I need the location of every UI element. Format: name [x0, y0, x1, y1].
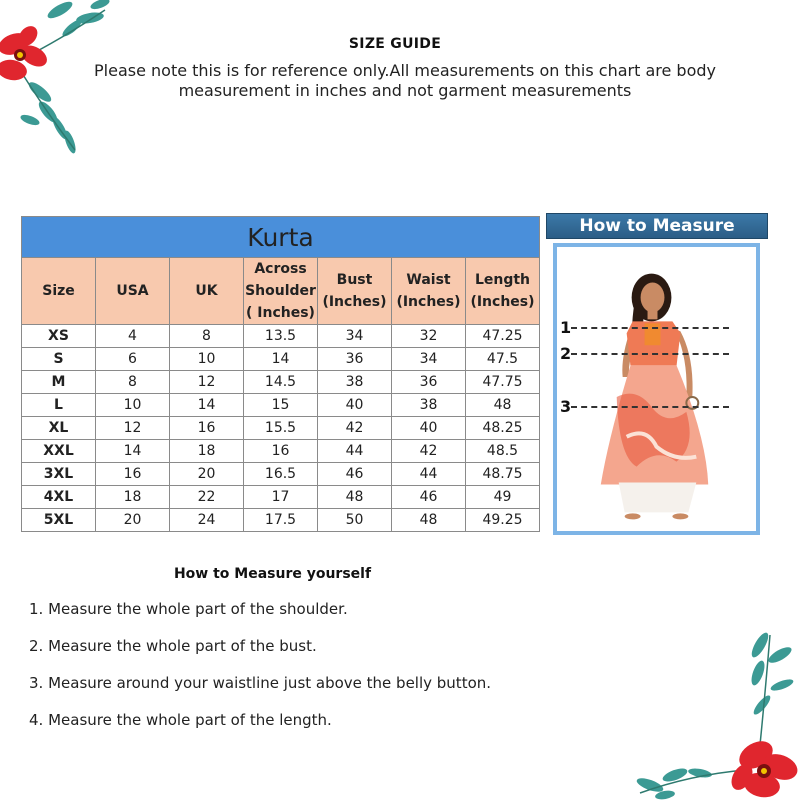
table-cell: XL: [22, 417, 96, 440]
table-cell: 18: [170, 440, 244, 463]
column-header: UK: [170, 258, 244, 325]
table-cell: 36: [392, 371, 466, 394]
table-cell: 15.5: [244, 417, 318, 440]
table-cell: 49.25: [466, 509, 540, 532]
table-cell: 6: [96, 348, 170, 371]
table-cell: 34: [318, 325, 392, 348]
table-cell: XS: [22, 325, 96, 348]
table-cell: 42: [318, 417, 392, 440]
table-cell: 48.75: [466, 463, 540, 486]
table-cell: 44: [318, 440, 392, 463]
table-cell: 34: [392, 348, 466, 371]
table-cell: 47.75: [466, 371, 540, 394]
table-row: [22, 463, 540, 486]
instructions-title: How to Measure yourself: [173, 566, 372, 582]
page-title: SIZE GUIDE: [348, 36, 442, 52]
table-cell: 46: [318, 463, 392, 486]
table-cell: 17: [244, 486, 318, 509]
table-caption: Kurta: [22, 217, 540, 258]
table-cell: 48: [392, 509, 466, 532]
table-cell: 8: [96, 371, 170, 394]
table-cell: 14: [96, 440, 170, 463]
size-table: [21, 216, 540, 532]
table-cell: 16: [96, 463, 170, 486]
table-cell: 42: [392, 440, 466, 463]
list-item: 2. Measure the whole part of the bust.: [29, 637, 317, 655]
table-cell: 4: [96, 325, 170, 348]
table-cell: 8: [170, 325, 244, 348]
table-header-row: [22, 258, 540, 325]
column-header: USA: [96, 258, 170, 325]
list-item: 4. Measure the whole part of the length.: [29, 711, 332, 729]
table-cell: M: [22, 371, 96, 394]
table-cell: 14.5: [244, 371, 318, 394]
table-cell: 14: [170, 394, 244, 417]
table-cell: 48.25: [466, 417, 540, 440]
table-cell: 12: [96, 417, 170, 440]
table-cell: 16.5: [244, 463, 318, 486]
table-row: [22, 394, 540, 417]
table-row: [22, 486, 540, 509]
table-cell: 4XL: [22, 486, 96, 509]
list-item: 1. Measure the whole part of the shoulder.: [29, 600, 348, 618]
table-row: [22, 440, 540, 463]
column-header: Waist (Inches): [392, 258, 466, 325]
model-figure: [557, 247, 756, 531]
table-cell: 5XL: [22, 509, 96, 532]
table-cell: 50: [318, 509, 392, 532]
table-cell: 32: [392, 325, 466, 348]
table-cell: 10: [170, 348, 244, 371]
table-cell: S: [22, 348, 96, 371]
table-cell: 48: [318, 486, 392, 509]
column-header: Size: [22, 258, 96, 325]
table-row: [22, 509, 540, 532]
column-header: Across Shoulder ( Inches): [244, 258, 318, 325]
table-row: [22, 371, 540, 394]
table-cell: XXL: [22, 440, 96, 463]
table-cell: 44: [392, 463, 466, 486]
table-cell: 40: [392, 417, 466, 440]
table-cell: 16: [170, 417, 244, 440]
table-cell: 38: [318, 371, 392, 394]
table-cell: 15: [244, 394, 318, 417]
measure-marker-1: 1: [560, 318, 572, 337]
table-row: [22, 417, 540, 440]
reference-note: Please note this is for reference only.All measurements on this chart are body measurement in inches and not garment measurements: [94, 61, 716, 100]
table-row: [22, 348, 540, 371]
table-row: [22, 325, 540, 348]
how-to-measure-header: How to Measure: [546, 213, 768, 239]
table-cell: 10: [96, 394, 170, 417]
measure-line-shoulder: [571, 327, 729, 329]
table-cell: 40: [318, 394, 392, 417]
table-cell: 38: [392, 394, 466, 417]
table-cell: 14: [244, 348, 318, 371]
table-cell: 16: [244, 440, 318, 463]
table-cell: 17.5: [244, 509, 318, 532]
table-cell: 13.5: [244, 325, 318, 348]
measure-marker-2: 2: [560, 344, 572, 363]
table-cell: 12: [170, 371, 244, 394]
floral-decoration-bottom-right: [630, 625, 800, 800]
table-cell: 48.5: [466, 440, 540, 463]
measure-marker-3: 3: [560, 397, 572, 416]
measure-line-waist: [571, 406, 729, 408]
table-cell: 46: [392, 486, 466, 509]
table-cell: 20: [96, 509, 170, 532]
column-header: Bust (Inches): [318, 258, 392, 325]
table-cell: 47.25: [466, 325, 540, 348]
table-cell: 36: [318, 348, 392, 371]
measure-line-bust: [571, 353, 729, 355]
list-item: 3. Measure around your waistline just above the belly button.: [29, 674, 492, 692]
table-cell: 49: [466, 486, 540, 509]
table-cell: L: [22, 394, 96, 417]
table-cell: 48: [466, 394, 540, 417]
table-cell: 22: [170, 486, 244, 509]
instructions-list: [29, 598, 491, 746]
table-cell: 24: [170, 509, 244, 532]
table-cell: 47.5: [466, 348, 540, 371]
how-to-measure-panel: [553, 243, 760, 535]
column-header: Length (Inches): [466, 258, 540, 325]
table-cell: 20: [170, 463, 244, 486]
table-cell: 18: [96, 486, 170, 509]
table-cell: 3XL: [22, 463, 96, 486]
